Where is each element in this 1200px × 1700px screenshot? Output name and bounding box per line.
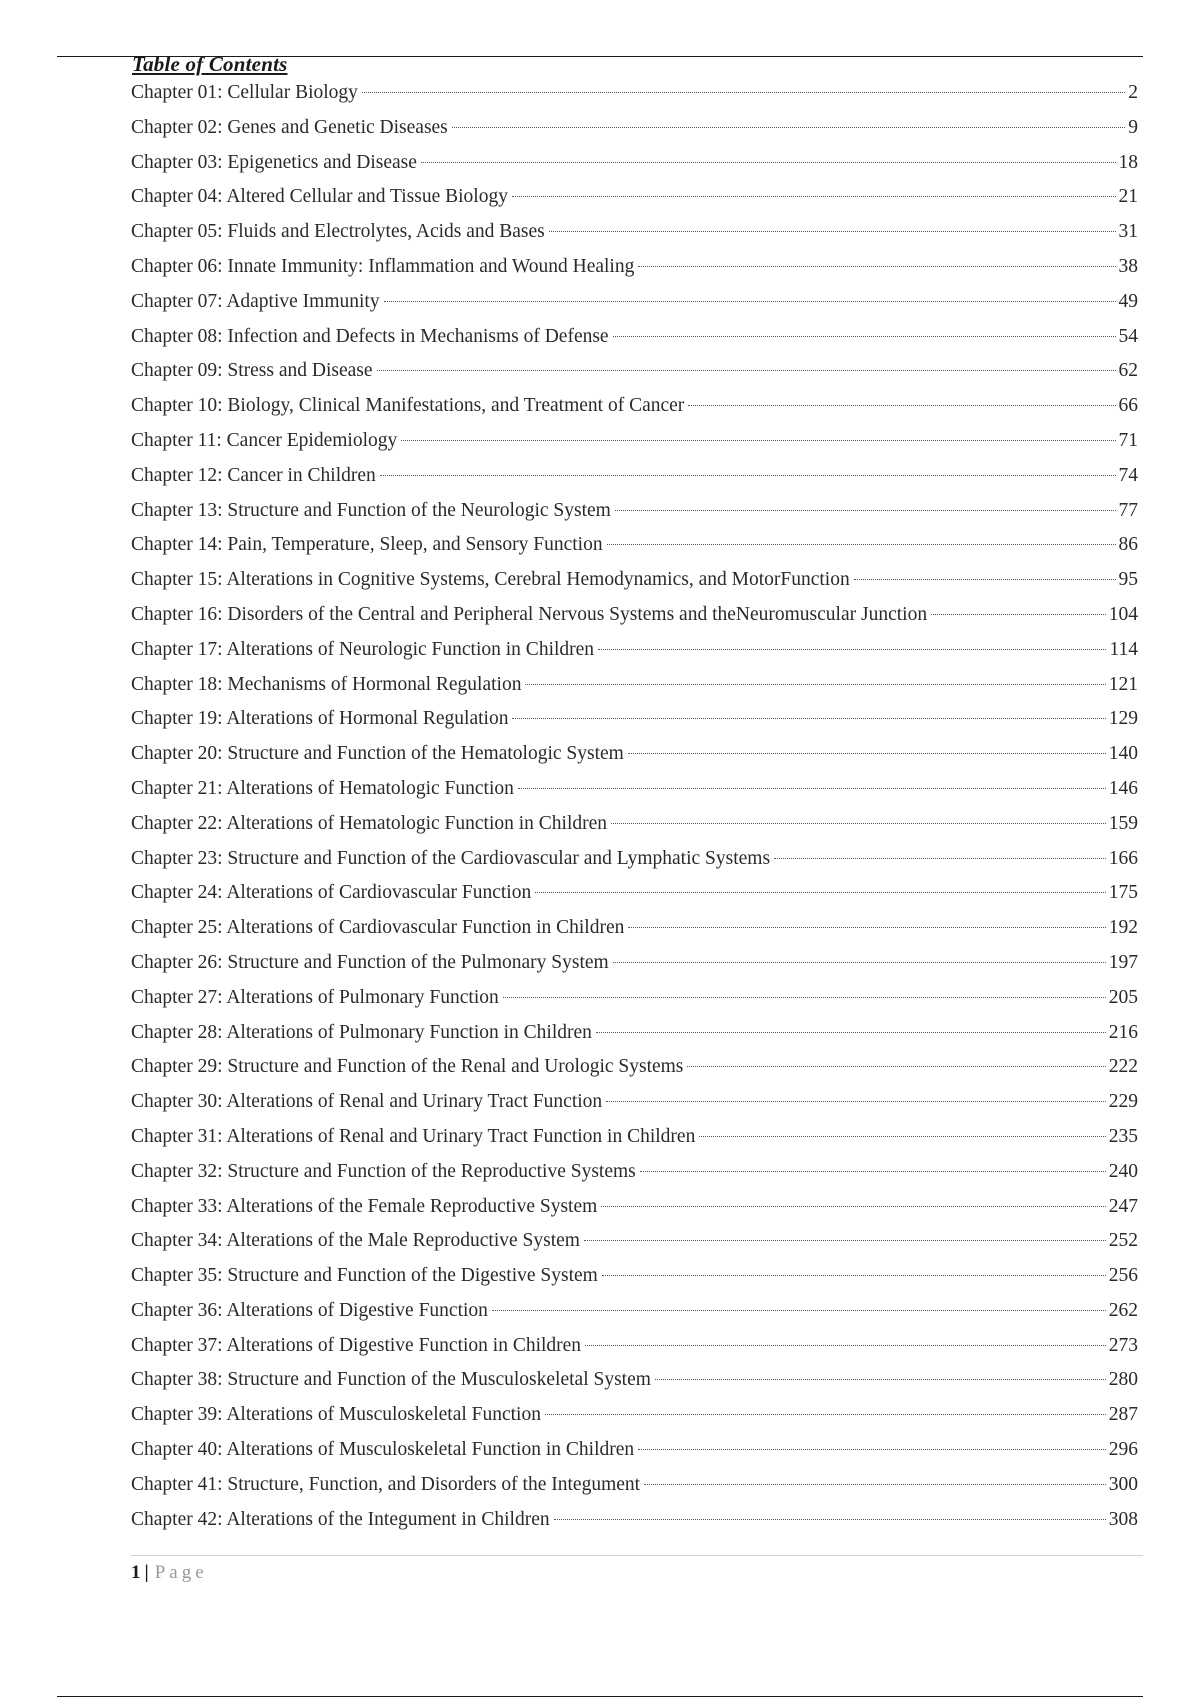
toc-entry-page-number: 31: [1118, 221, 1138, 243]
toc-entry[interactable]: [131, 702, 1138, 737]
toc-dot-leader: [584, 1240, 1106, 1241]
toc-title: Table of Contents: [132, 52, 288, 76]
toc-entry[interactable]: [131, 1503, 1138, 1538]
toc-entry-page-number: 280: [1108, 1369, 1138, 1391]
toc-entry-page-number: 197: [1108, 951, 1138, 973]
toc-entry[interactable]: [131, 424, 1138, 459]
toc-dot-leader: [644, 1484, 1106, 1485]
toc-entry-page-number: 229: [1108, 1091, 1138, 1113]
toc-entry-page-number: 205: [1108, 986, 1138, 1008]
toc-entry-title: Chapter 08: Infection and Defects in Mechanisms of Defense: [131, 325, 609, 347]
toc-entry[interactable]: [131, 1294, 1138, 1329]
toc-entry-page-number: 262: [1108, 1299, 1138, 1321]
footer-rule: [131, 1555, 1143, 1556]
toc-entry[interactable]: [131, 528, 1138, 563]
toc-entry[interactable]: [131, 1190, 1138, 1225]
toc-entry[interactable]: [131, 320, 1138, 355]
toc-entry[interactable]: [131, 1259, 1138, 1294]
toc-entry[interactable]: [131, 1363, 1138, 1398]
toc-entry[interactable]: [131, 807, 1138, 842]
toc-entry[interactable]: [131, 876, 1138, 911]
toc-entry-page-number: 71: [1118, 429, 1138, 451]
toc-entry[interactable]: [131, 981, 1138, 1016]
toc-entry-title: Chapter 16: Disorders of the Central and Peripheral Nervous Systems and theNeuromuscular Junction: [131, 603, 928, 625]
toc-entry[interactable]: [131, 76, 1138, 111]
toc-entry-page-number: 18: [1118, 151, 1138, 173]
toc-entry-title: Chapter 22: Alterations of Hematologic Function in Children: [131, 812, 608, 834]
toc-entry-title: Chapter 32: Structure and Function of the Reproductive Systems: [131, 1160, 636, 1182]
toc-entry-page-number: 66: [1118, 395, 1138, 417]
toc-dot-leader: [545, 1414, 1106, 1415]
toc-entry-title: Chapter 23: Structure and Function of the Cardiovascular and Lymphatic Systems: [131, 847, 771, 869]
toc-dot-leader: [525, 684, 1105, 685]
page-bottom-edge: [57, 1696, 1143, 1697]
toc-entry-page-number: 300: [1108, 1473, 1138, 1495]
toc-entry[interactable]: [131, 633, 1138, 668]
toc-dot-leader: [931, 614, 1106, 615]
toc-entry-title: Chapter 15: Alterations in Cognitive Systems, Cerebral Hemodynamics, and MotorFunction: [131, 569, 850, 591]
toc-entry[interactable]: [131, 111, 1138, 146]
toc-dot-leader: [503, 997, 1106, 998]
toc-dot-leader: [512, 718, 1105, 719]
toc-entry[interactable]: [131, 842, 1138, 877]
toc-entry-page-number: 38: [1118, 255, 1138, 277]
toc-dot-leader: [596, 1032, 1106, 1033]
toc-entry-title: Chapter 04: Altered Cellular and Tissue Biology: [131, 186, 508, 208]
toc-dot-leader: [585, 1345, 1106, 1346]
toc-entry[interactable]: [131, 1398, 1138, 1433]
toc-entry[interactable]: [131, 598, 1138, 633]
toc-dot-leader: [638, 1449, 1106, 1450]
toc-entry-title: Chapter 06: Innate Immunity: Inflammation and Wound Healing: [131, 255, 635, 277]
toc-entry-page-number: 74: [1118, 464, 1138, 486]
toc-dot-leader: [655, 1379, 1106, 1380]
toc-entry[interactable]: [131, 1224, 1138, 1259]
toc-entry[interactable]: [131, 911, 1138, 946]
toc-dot-leader: [492, 1310, 1106, 1311]
toc-entry[interactable]: [131, 772, 1138, 807]
toc-entry-page-number: 166: [1108, 847, 1138, 869]
toc-entry-title: Chapter 18: Mechanisms of Hormonal Regulation: [131, 673, 522, 695]
toc-entry-title: Chapter 41: Structure, Function, and Disorders of the Integument: [131, 1473, 641, 1495]
toc-dot-leader: [401, 440, 1115, 441]
toc-entry[interactable]: [131, 1468, 1138, 1503]
toc-entry[interactable]: [131, 1120, 1138, 1155]
toc-entry-page-number: 49: [1118, 290, 1138, 312]
toc-entry-title: Chapter 40: Alterations of Musculoskeletal Function in Children: [131, 1439, 635, 1461]
toc-dot-leader: [688, 405, 1115, 406]
toc-entry-page-number: 296: [1108, 1439, 1138, 1461]
toc-entry[interactable]: [131, 215, 1138, 250]
toc-entry-page-number: 140: [1108, 743, 1138, 765]
toc-entry-page-number: 159: [1108, 812, 1138, 834]
toc-entry-page-number: 21: [1118, 186, 1138, 208]
toc-dot-leader: [699, 1136, 1105, 1137]
toc-entry-title: Chapter 02: Genes and Genetic Diseases: [131, 116, 448, 138]
toc-entry-title: Chapter 33: Alterations of the Female Reproductive System: [131, 1195, 598, 1217]
toc-entry-page-number: 62: [1118, 360, 1138, 382]
toc-entry-page-number: 247: [1108, 1195, 1138, 1217]
toc-entry-page-number: 9: [1128, 116, 1138, 138]
toc-entry[interactable]: [131, 563, 1138, 598]
toc-dot-leader: [601, 1206, 1105, 1207]
toc-entry-page-number: 146: [1108, 777, 1138, 799]
toc-entry-title: Chapter 25: Alterations of Cardiovascular Function in Children: [131, 917, 625, 939]
toc-entry-page-number: 222: [1108, 1056, 1138, 1078]
toc-entry-title: Chapter 29: Structure and Function of the Renal and Urologic Systems: [131, 1056, 684, 1078]
toc-entry[interactable]: [131, 1016, 1138, 1051]
toc-dot-leader: [380, 475, 1116, 476]
toc-entry-title: Chapter 39: Alterations of Musculoskeletal Function: [131, 1404, 541, 1426]
toc-entry-page-number: 2: [1128, 82, 1138, 103]
toc-dot-leader: [535, 892, 1106, 893]
toc-entry-title: Chapter 38: Structure and Function of the Musculoskeletal System: [131, 1369, 651, 1391]
toc-entry-page-number: 216: [1108, 1021, 1138, 1043]
toc-entry-page-number: 95: [1118, 569, 1138, 591]
toc-entry[interactable]: [131, 250, 1138, 285]
toc-entry-title: Chapter 27: Alterations of Pulmonary Function: [131, 986, 499, 1008]
toc-dot-leader: [518, 788, 1106, 789]
toc-entry-page-number: 308: [1108, 1508, 1138, 1530]
footer-separator: |: [144, 1562, 149, 1583]
toc-entry-title: Chapter 35: Structure and Function of the Digestive System: [131, 1265, 598, 1287]
toc-entry-title: Chapter 21: Alterations of Hematologic Function: [131, 777, 514, 799]
toc-dot-leader: [602, 1275, 1106, 1276]
toc-entry-title: Chapter 11: Cancer Epidemiology: [131, 429, 398, 451]
toc-dot-leader: [615, 510, 1116, 511]
toc-dot-leader: [638, 266, 1115, 267]
toc-entry[interactable]: [131, 946, 1138, 981]
toc-entry-title: Chapter 37: Alterations of Digestive Function in Children: [131, 1334, 582, 1356]
toc-dot-leader: [687, 1066, 1105, 1067]
toc-entry[interactable]: [131, 668, 1138, 703]
toc-entry-title: Chapter 17: Alterations of Neurologic Function in Children: [131, 638, 595, 660]
toc-entry-title: Chapter 30: Alterations of Renal and Urinary Tract Function: [131, 1091, 603, 1113]
toc-entry[interactable]: [131, 1433, 1138, 1468]
toc-entry-page-number: 175: [1108, 882, 1138, 904]
toc-dot-leader: [377, 370, 1116, 371]
toc-entry-page-number: 273: [1108, 1334, 1138, 1356]
toc-dot-leader: [640, 1171, 1106, 1172]
toc-dot-leader: [512, 196, 1116, 197]
toc-entry[interactable]: [131, 737, 1138, 772]
toc-entry-title: Chapter 09: Stress and Disease: [131, 360, 373, 382]
toc-entry-title: Chapter 01: Cellular Biology: [131, 82, 358, 103]
toc-entry-page-number: 77: [1118, 499, 1138, 521]
toc-dot-leader: [628, 927, 1105, 928]
toc-entry-title: Chapter 19: Alterations of Hormonal Regulation: [131, 708, 509, 730]
footer-page-label: Page: [154, 1562, 208, 1583]
toc-dot-leader: [598, 649, 1106, 650]
toc-dot-leader: [554, 1519, 1106, 1520]
toc-entry-page-number: 240: [1108, 1160, 1138, 1182]
toc-dot-leader: [421, 162, 1116, 163]
toc-entry[interactable]: [131, 459, 1138, 494]
toc-entry-page-number: 54: [1118, 325, 1138, 347]
toc-entry[interactable]: [131, 494, 1138, 529]
toc-entry[interactable]: [131, 180, 1138, 215]
toc-entry-page-number: 114: [1109, 638, 1138, 660]
toc-entry-title: Chapter 03: Epigenetics and Disease: [131, 151, 417, 173]
toc-entry-title: Chapter 24: Alterations of Cardiovascular Function: [131, 882, 532, 904]
footer-page-number: 1: [131, 1562, 141, 1583]
toc-entry[interactable]: [131, 1329, 1138, 1364]
toc-entry[interactable]: [131, 389, 1138, 424]
toc-entry-title: Chapter 14: Pain, Temperature, Sleep, and Sensory Function: [131, 534, 603, 556]
toc-entry-page-number: 86: [1118, 534, 1138, 556]
toc-entry-title: Chapter 31: Alterations of Renal and Urinary Tract Function in Children: [131, 1125, 696, 1147]
toc-dot-leader: [606, 1101, 1106, 1102]
toc-entry[interactable]: [131, 1155, 1138, 1190]
toc-entry-page-number: 235: [1108, 1125, 1138, 1147]
toc-dot-leader: [628, 753, 1106, 754]
toc-dot-leader: [362, 92, 1125, 93]
toc-entry-title: Chapter 12: Cancer in Children: [131, 464, 376, 486]
table-of-contents: [131, 76, 1138, 1537]
toc-dot-leader: [384, 301, 1116, 302]
toc-entry-page-number: 287: [1108, 1404, 1138, 1426]
toc-entry-page-number: 129: [1108, 708, 1138, 730]
toc-entry-title: Chapter 10: Biology, Clinical Manifestations, and Treatment of Cancer: [131, 395, 685, 417]
toc-dot-leader: [613, 336, 1116, 337]
toc-dot-leader: [607, 544, 1116, 545]
toc-entry-title: Chapter 07: Adaptive Immunity: [131, 290, 380, 312]
toc-entry-title: Chapter 36: Alterations of Digestive Function: [131, 1299, 488, 1321]
toc-entry[interactable]: [131, 1050, 1138, 1085]
toc-dot-leader: [549, 231, 1116, 232]
toc-entry[interactable]: [131, 354, 1138, 389]
toc-dot-leader: [611, 823, 1106, 824]
toc-dot-leader: [854, 579, 1116, 580]
toc-entry[interactable]: [131, 285, 1138, 320]
toc-dot-leader: [774, 858, 1106, 859]
toc-entry-title: Chapter 42: Alterations of the Integument in Children: [131, 1508, 550, 1530]
toc-entry-page-number: 252: [1108, 1230, 1138, 1252]
toc-entry-title: Chapter 13: Structure and Function of the Neurologic System: [131, 499, 611, 521]
toc-entry-page-number: 192: [1108, 917, 1138, 939]
toc-entry-page-number: 104: [1108, 603, 1138, 625]
toc-entry-title: Chapter 05: Fluids and Electrolytes, Acids and Bases: [131, 221, 545, 243]
toc-entry-page-number: 256: [1108, 1265, 1138, 1287]
toc-dot-leader: [452, 127, 1125, 128]
toc-entry-page-number: 121: [1108, 673, 1138, 695]
toc-entry-title: Chapter 20: Structure and Function of the Hematologic System: [131, 743, 624, 765]
toc-dot-leader: [613, 962, 1106, 963]
page-footer: [131, 1558, 208, 1588]
toc-entry[interactable]: [131, 1085, 1138, 1120]
toc-entry-title: Chapter 28: Alterations of Pulmonary Function in Children: [131, 1021, 592, 1043]
toc-entry[interactable]: [131, 146, 1138, 181]
toc-entry-title: Chapter 34: Alterations of the Male Reproductive System: [131, 1230, 580, 1252]
toc-entry-title: Chapter 26: Structure and Function of the Pulmonary System: [131, 951, 609, 973]
